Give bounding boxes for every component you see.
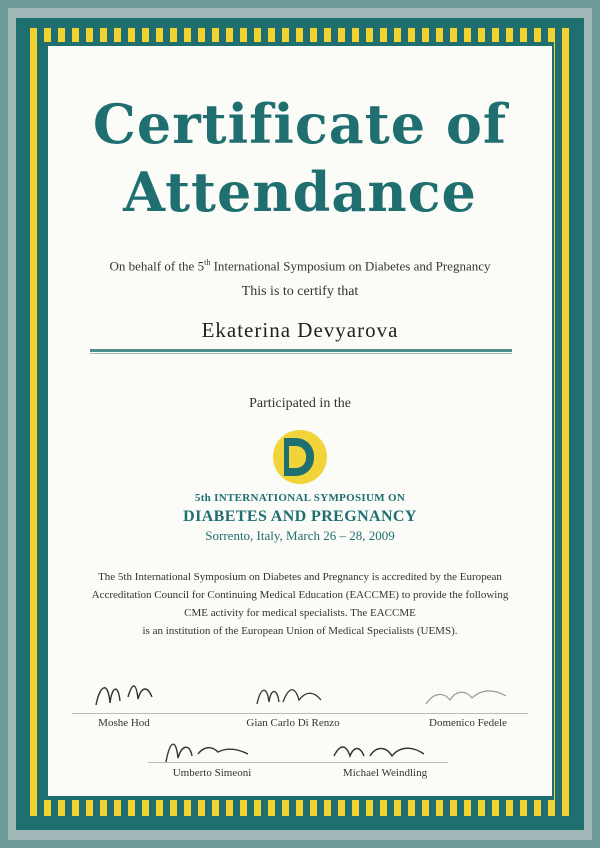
signatory-name-3: Domenico Fedele <box>429 717 507 729</box>
participated-text: Participated in the <box>249 396 351 411</box>
title-line-1: Certificate of <box>92 92 508 156</box>
signature-row-1-rule <box>72 713 528 714</box>
recipient-underline-secondary <box>90 353 512 354</box>
symposium-line-3: Sorrento, Italy, March 26 – 28, 2009 <box>205 528 395 543</box>
accreditation-line-4: is an institution of the European Union of Medical Specialists (UEMS). <box>142 625 458 637</box>
recipient-name: Ekaterina Devyarova <box>201 318 399 342</box>
symposium-line-2: DIABETES AND PREGNANCY <box>183 508 417 525</box>
signature-row-2-rule <box>148 762 448 763</box>
accreditation-line-1: The 5th International Symposium on Diabetes and Pregnancy is accredited by the European <box>98 571 502 583</box>
signatory-name-4: Umberto Simeoni <box>172 767 252 779</box>
accreditation-paragraph <box>62 568 538 640</box>
recipient-underline <box>90 349 512 352</box>
signatory-name-1: Moshe Hod <box>98 717 150 729</box>
on-behalf-line <box>0 258 600 274</box>
title-line-2: Attendance <box>123 160 477 224</box>
signatory-name-2: Gian Carlo Di Renzo <box>246 717 340 729</box>
accreditation-line-2: Accreditation Council for Continuing Medical Education (EACCME) to provide the following <box>91 589 509 601</box>
behalf-prefix: On behalf of the 5 <box>109 258 205 274</box>
behalf-sup: th <box>204 258 211 267</box>
signature-di-renzo-scribble <box>255 680 335 715</box>
certify-text: This is to certify that <box>241 284 359 299</box>
signature-moshe-hod-scribble <box>90 675 170 715</box>
symposium-line-1: 5th INTERNATIONAL SYMPOSIUM ON <box>194 492 406 504</box>
signatory-name-5: Michael Weindling <box>342 767 428 779</box>
behalf-suffix: International Symposium on Diabetes and Pregnancy <box>210 258 491 274</box>
accreditation-line-3: CME activity for medical specialists. The EACCME <box>184 607 416 619</box>
signature-fedele-scribble <box>422 682 512 712</box>
